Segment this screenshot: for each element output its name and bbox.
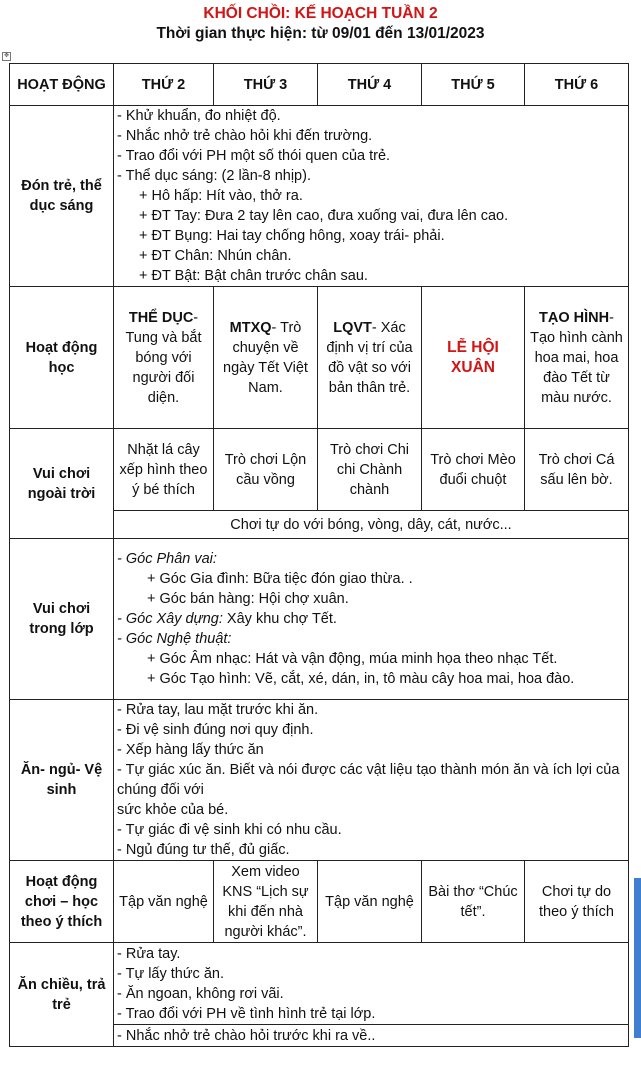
row-an-ngu (10, 700, 629, 861)
list-item: + ĐT Tay: Đưa 2 tay lên cao, đưa xuống vai, đưa lên cao. (139, 208, 509, 224)
header-day-fri: THỨ 6 (525, 64, 629, 106)
corner-name: - Góc Xây dựng: (117, 611, 223, 627)
hoc-fri-cell (525, 287, 629, 429)
list-item: + Góc Âm nhạc: Hát và vận động, múa minh họa theo nhạc Tết. (147, 651, 558, 667)
list-item: + Góc Gia đình: Bữa tiệc đón giao thừa. . (147, 571, 413, 587)
list-item: - Tự giác xúc ăn. Biết và nói được các vật liệu tạo thành món ăn và ích lợi của chúng đối với (117, 762, 620, 798)
row-label: Hoạt động chơi – học theo ý thích (10, 861, 114, 943)
list-item: + Hô hấp: Hít vào, thở ra. (139, 188, 303, 204)
hoc-mon-cell (114, 287, 214, 429)
row-an-chieu (10, 943, 629, 1025)
document-title: KHỐI CHỒI: KẾ HOẠCH TUẦN 2 (203, 5, 438, 22)
list-item: - Góc Phân vai: (117, 551, 217, 567)
list-item: - Ăn ngoan, không rơi vãi. (117, 985, 284, 1002)
row-label: Đón trẻ, thể dục sáng (10, 106, 114, 287)
row-label: Vui chơi trong lớp (10, 539, 114, 700)
don-tre-content (114, 106, 629, 287)
corner-desc: Xây khu chợ Tết. (222, 611, 337, 627)
row-label: Vui chơi ngoài trời (10, 429, 114, 539)
list-item: + ĐT Bật: Bật chân trước chân sau. (139, 268, 368, 284)
subject-name: THỂ DỤC (128, 309, 194, 326)
table-move-handle-icon[interactable]: ✥ (3, 53, 10, 59)
list-item: - Ngủ đúng tư thế, đủ giấc. (117, 842, 290, 858)
scrollbar-thumb[interactable] (634, 878, 641, 1038)
header-day-thu: THỨ 5 (422, 64, 525, 106)
row-vui-choi-trong-lop (10, 539, 629, 700)
row-hoat-dong-choi (10, 861, 629, 943)
row-label: Ăn chiều, trả trẻ (10, 943, 114, 1047)
an-ngu-content (114, 700, 629, 861)
lesson-desc: - Tạo hình cành hoa mai, hoa đào Tết từ màu nước. (530, 309, 623, 406)
list-item: - Tự giác đi vệ sinh khi có nhu cầu. (117, 822, 342, 838)
weekly-plan-table (9, 63, 629, 1047)
row-vui-choi-ngoai-troi (10, 429, 629, 511)
list-item: + ĐT Chân: Nhún chân. (139, 248, 292, 264)
ngoai-troi-tue-cell: Trò chơi Lộn cầu vồng (214, 429, 318, 511)
list-item: - Tự lấy thức ăn. (117, 965, 224, 982)
subject-name: LQVT (333, 319, 372, 336)
header-day-mon: THỨ 2 (114, 64, 214, 106)
choi-mon-cell: Tập văn nghệ (114, 861, 214, 943)
trong-lop-content (114, 539, 629, 700)
header-activity: HOẠT ĐỘNG (10, 64, 114, 106)
hoc-thu-cell (422, 287, 525, 429)
list-item: - Trao đổi với PH về tình hình trẻ tại lớp. (117, 1005, 376, 1022)
ngoai-troi-fri-cell: Trò chơi Cá sấu lên bờ. (525, 429, 629, 511)
list-item: + ĐT Bụng: Hai tay chống hông, xoay trái- phải. (139, 228, 445, 244)
ngoai-troi-mon-cell: Nhặt lá cây xếp hình theo ý bé thích (114, 429, 214, 511)
lesson-desc: - Trò chuyện về ngày Tết Việt Nam. (223, 319, 308, 396)
header-day-tue: THỨ 3 (214, 64, 318, 106)
document-subtitle: Thời gian thực hiện: từ 09/01 đến 13/01/2023 (156, 25, 485, 42)
hoc-tue-cell (214, 287, 318, 429)
subject-name: MTXQ (229, 319, 272, 336)
choi-tue-cell: Xem video KNS “Lịch sự khi đến nhà người khác”. (214, 861, 318, 943)
list-item: - Rửa tay, lau mặt trước khi ăn. (117, 702, 319, 718)
choi-fri-cell: Chơi tự do theo ý thích (525, 861, 629, 943)
lesson-desc: - Tung và bắt bóng với người đối diện. (125, 309, 202, 406)
list-item: - Rửa tay. (117, 945, 181, 962)
an-chieu-content (114, 943, 629, 1025)
ngoai-troi-common-cell: Chơi tự do với bóng, vòng, dây, cát, nước... (114, 511, 629, 539)
list-item: - Góc Nghệ thuật: (117, 631, 232, 647)
list-item: sức khỏe của bé. (117, 802, 229, 818)
row-label: Hoạt động học (10, 287, 114, 429)
hoc-wed-cell (318, 287, 422, 429)
list-item: - Nhắc nhở trẻ chào hỏi khi đến trường. (117, 128, 373, 144)
an-chieu-last-cell: - Nhắc nhở trẻ chào hỏi trước khi ra về.. (114, 1025, 629, 1047)
lesson-desc: - Xác định vị trí của đồ vật so với bản thân trẻ. (326, 319, 413, 396)
header-row (10, 64, 629, 106)
list-item: - Đi vệ sinh đúng nơi quy định. (117, 722, 314, 738)
festival-highlight: LỄ HỘI XUÂN (447, 338, 499, 376)
list-item (117, 609, 625, 629)
list-item: + Góc bán hàng: Hội chợ xuân. (147, 591, 349, 607)
list-item: - Trao đổi với PH một số thói quen của trẻ. (117, 148, 391, 164)
choi-thu-cell: Bài thơ “Chúc tết”. (422, 861, 525, 943)
header-day-wed: THỨ 4 (318, 64, 422, 106)
ngoai-troi-wed-cell: Trò chơi Chi chi Chành chành (318, 429, 422, 511)
row-label: Ăn- ngủ- Vệ sinh (10, 700, 114, 861)
subject-name: TẠO HÌNH (539, 309, 610, 326)
list-item: - Khử khuẩn, đo nhiệt độ. (117, 108, 281, 124)
list-item: - Thể dục sáng: (2 lần-8 nhịp). (117, 168, 311, 184)
row-don-tre (10, 106, 629, 287)
list-item: + Góc Tạo hình: Vẽ, cắt, xé, dán, in, tô màu cây hoa mai, hoa đào. (147, 671, 575, 687)
list-item: - Xếp hàng lấy thức ăn (117, 742, 264, 758)
row-hoat-dong-hoc (10, 287, 629, 429)
ngoai-troi-thu-cell: Trò chơi Mèo đuổi chuột (422, 429, 525, 511)
choi-wed-cell: Tập văn nghệ (318, 861, 422, 943)
